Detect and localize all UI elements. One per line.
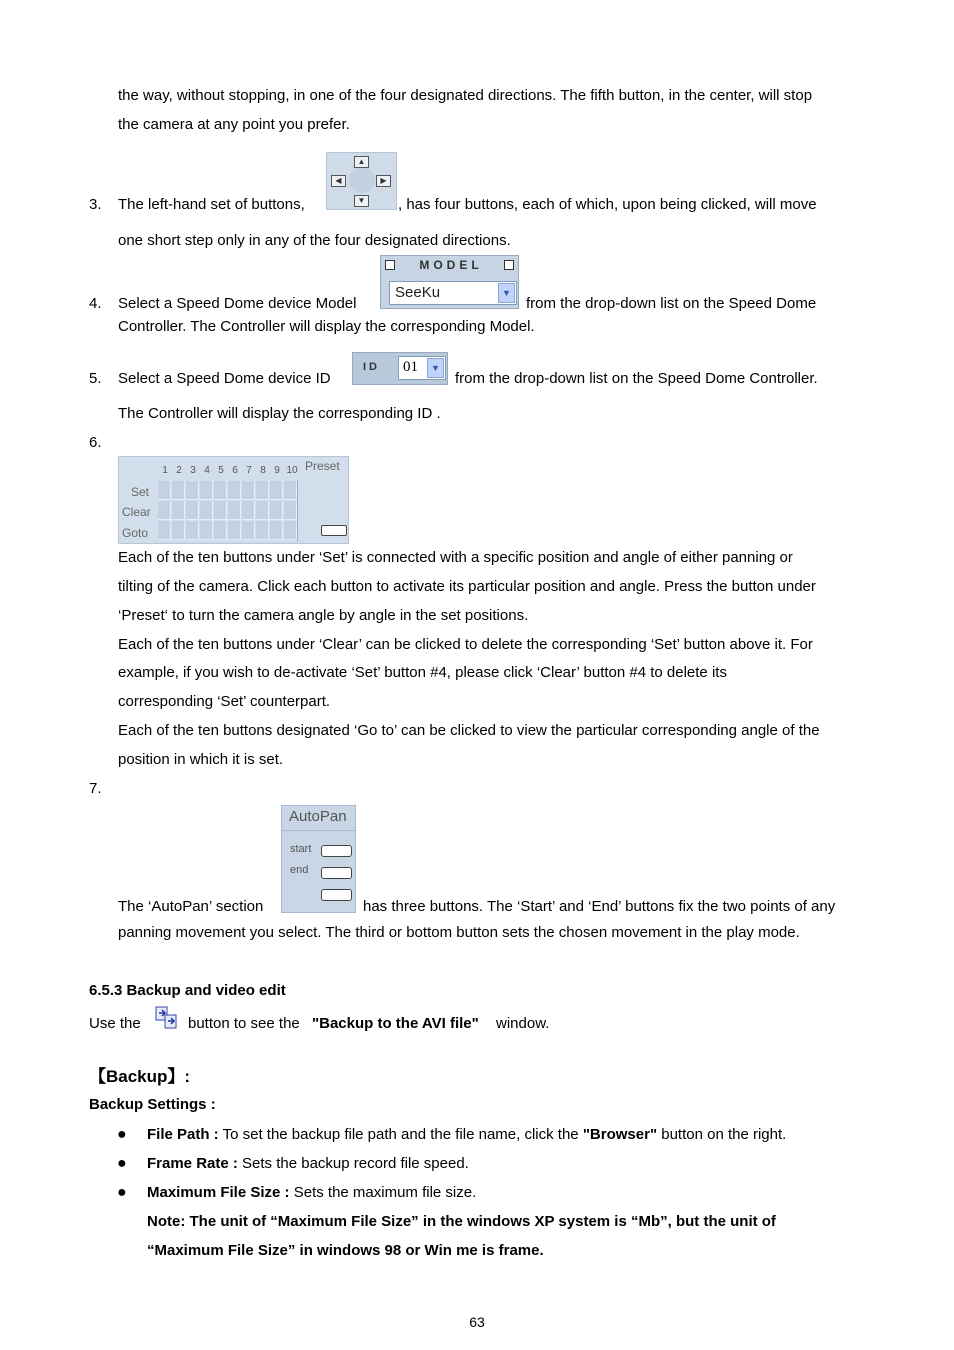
preset-col-number: 2 bbox=[176, 465, 182, 476]
item-6-p5: example, if you wish to de-activate ‘Set’ button #4, please click ‘Clear’ button #4 to delete its bbox=[118, 664, 727, 681]
id-label: ID bbox=[363, 361, 380, 373]
use-text-b: button to see the bbox=[188, 1015, 300, 1032]
file-path-text: To set the backup file path and the file name, click the bbox=[222, 1126, 579, 1143]
model-selector-widget bbox=[380, 255, 519, 309]
preset-set-button-8[interactable] bbox=[256, 481, 269, 500]
preset-set-button-4[interactable] bbox=[200, 481, 213, 500]
item-5-text-b: from the drop-down list on the Speed Dome Controller. bbox=[455, 370, 818, 387]
item-4-text-c: Controller. The Controller will display the corresponding Model. bbox=[118, 318, 535, 335]
preset-goto-button-3[interactable] bbox=[186, 521, 199, 540]
item-4-text-b: from the drop-down list on the Speed Dome bbox=[526, 295, 817, 312]
item-5-text-c: The Controller will display the corresponding ID . bbox=[118, 405, 441, 422]
item-5-text-a: Select a Speed Dome device ID bbox=[118, 370, 331, 387]
autopan-title: AutoPan bbox=[289, 808, 347, 825]
preset-col-number: 9 bbox=[274, 465, 280, 476]
id-select[interactable] bbox=[398, 356, 446, 380]
up-arrow-button[interactable]: ▲ bbox=[354, 156, 369, 168]
autopan-start-label: start bbox=[290, 843, 312, 855]
model-select-value: SeeKu bbox=[395, 284, 441, 301]
max-file-size-label: Maximum File Size : bbox=[147, 1184, 290, 1201]
preset-col-number: 6 bbox=[232, 465, 238, 476]
preset-grid-widget bbox=[118, 456, 349, 544]
bullet-icon: ● bbox=[117, 1184, 127, 1201]
browser-label: "Browser" bbox=[582, 1126, 658, 1143]
page-number: 63 bbox=[469, 1314, 485, 1330]
preset-col-number: 7 bbox=[246, 465, 252, 476]
chevron-down-icon[interactable]: ▼ bbox=[427, 358, 444, 378]
left-arrow-button[interactable]: ◀ bbox=[331, 175, 346, 187]
id-selector-widget bbox=[352, 352, 448, 385]
clear-row-label: Clear bbox=[122, 505, 151, 519]
preset-clear-button-6[interactable] bbox=[228, 501, 241, 520]
preset-col-number: 8 bbox=[260, 465, 266, 476]
item-7-text-c: panning movement you select. The third or bottom button sets the chosen movement in the play mode. bbox=[118, 924, 800, 941]
preset-goto-button-10[interactable] bbox=[284, 521, 297, 540]
chevron-down-icon[interactable]: ▼ bbox=[498, 283, 515, 303]
use-text-c: window. bbox=[496, 1015, 550, 1032]
item-3-text-a: The left-hand set of buttons, bbox=[118, 196, 305, 213]
item-6-p4: Each of the ten buttons under ‘Clear’ can be clicked to delete the corresponding ‘Set’ button above it. For bbox=[118, 636, 813, 653]
item-6-p8: position in which it is set. bbox=[118, 751, 284, 768]
backup-button-icon[interactable] bbox=[154, 1006, 179, 1030]
frame-rate-label: Frame Rate : bbox=[147, 1155, 238, 1172]
item-6-p7: Each of the ten buttons designated ‘Go to’ can be clicked to view the particular corresponding angle of the bbox=[118, 722, 820, 739]
preset-set-button-6[interactable] bbox=[228, 481, 241, 500]
item-7-number: 7. bbox=[89, 780, 102, 797]
preset-goto-button-1[interactable] bbox=[158, 521, 171, 540]
item-4-number: 4. bbox=[89, 295, 102, 312]
autopan-play-button[interactable] bbox=[321, 889, 352, 901]
intro-line-2: the camera at any point you prefer. bbox=[118, 116, 350, 133]
item-7-text-b: has three buttons. The ‘Start’ and ‘End’ buttons fix the two points of any bbox=[363, 898, 836, 915]
preset-label: Preset bbox=[305, 459, 340, 473]
file-path-item bbox=[147, 1126, 786, 1144]
preset-goto-button-4[interactable] bbox=[200, 521, 213, 540]
bullet-icon: ● bbox=[117, 1155, 127, 1172]
autopan-widget bbox=[281, 805, 356, 913]
preset-set-button-3[interactable] bbox=[186, 481, 199, 500]
down-arrow-button[interactable]: ▼ bbox=[354, 195, 369, 207]
bullet-icon: ● bbox=[117, 1126, 127, 1143]
goto-row-label: Goto bbox=[122, 526, 149, 540]
preset-clear-button-9[interactable] bbox=[270, 501, 283, 520]
section-heading: 6.5.3 Backup and video edit bbox=[89, 982, 286, 999]
use-text-bold: "Backup to the AVI file" bbox=[312, 1015, 479, 1032]
model-right-square-icon bbox=[504, 260, 514, 270]
max-file-size-text: Sets the maximum file size. bbox=[293, 1184, 477, 1201]
preset-clear-button-5[interactable] bbox=[214, 501, 227, 520]
preset-set-button-9[interactable] bbox=[270, 481, 283, 500]
item-5-number: 5. bbox=[89, 370, 102, 387]
preset-col-number: 1 bbox=[162, 465, 168, 476]
intro-line-1: the way, without stopping, in one of the four designated directions. The fifth button, in the center, will stop bbox=[118, 87, 813, 104]
preset-col-number: 4 bbox=[204, 465, 210, 476]
autopan-divider bbox=[282, 830, 355, 831]
preset-col-number: 5 bbox=[218, 465, 224, 476]
stop-center-button[interactable] bbox=[349, 167, 375, 193]
preset-set-button-5[interactable] bbox=[214, 481, 227, 500]
item-4-text-a: Select a Speed Dome device Model bbox=[118, 295, 357, 312]
backup-settings-heading: Backup Settings : bbox=[89, 1096, 216, 1113]
frame-rate-text: Sets the backup record file speed. bbox=[242, 1155, 469, 1172]
preset-button[interactable] bbox=[321, 525, 347, 536]
model-select[interactable] bbox=[389, 281, 517, 305]
preset-goto-button-9[interactable] bbox=[270, 521, 283, 540]
item-6-p2: tilting of the camera. Click each button to activate its particular position and angle. Press the button under bbox=[118, 578, 816, 595]
preset-clear-button-3[interactable] bbox=[186, 501, 199, 520]
preset-clear-button-7[interactable] bbox=[242, 501, 255, 520]
item-6-number: 6. bbox=[89, 434, 102, 451]
autopan-start-button[interactable] bbox=[321, 845, 352, 857]
frame-rate-item bbox=[147, 1155, 469, 1173]
preset-goto-button-7[interactable] bbox=[242, 521, 255, 540]
max-file-size-item bbox=[147, 1184, 476, 1202]
preset-set-button-7[interactable] bbox=[242, 481, 255, 500]
item-6-p6: corresponding ‘Set’ counterpart. bbox=[118, 693, 331, 710]
model-left-square-icon bbox=[385, 260, 395, 270]
preset-goto-button-2[interactable] bbox=[172, 521, 185, 540]
preset-clear-button-1[interactable] bbox=[158, 501, 171, 520]
preset-col-number: 3 bbox=[190, 465, 196, 476]
direction-pad bbox=[326, 152, 397, 210]
preset-clear-button-10[interactable] bbox=[284, 501, 297, 520]
id-select-value: 01 bbox=[403, 359, 418, 375]
preset-goto-button-6[interactable] bbox=[228, 521, 241, 540]
file-path-text-2: button on the right. bbox=[661, 1126, 787, 1143]
preset-clear-button-4[interactable] bbox=[200, 501, 213, 520]
autopan-end-label: end bbox=[290, 864, 309, 876]
right-arrow-button[interactable]: ▶ bbox=[376, 175, 391, 187]
preset-set-button-10[interactable] bbox=[284, 481, 297, 500]
item-6-p1: Each of the ten buttons under ‘Set’ is connected with a specific position and angle of either panning or bbox=[118, 549, 793, 566]
note-line-2: “Maximum File Size” in windows 98 or Win me is frame. bbox=[147, 1242, 544, 1259]
item-6-p3: ‘Preset‘ to turn the camera angle by angle in the set positions. bbox=[118, 607, 529, 624]
preset-clear-button-8[interactable] bbox=[256, 501, 269, 520]
use-text-a: Use the bbox=[89, 1015, 141, 1032]
set-row-label: Set bbox=[131, 485, 150, 499]
backup-title: 【Backup】: bbox=[89, 1067, 191, 1086]
file-path-label: File Path : bbox=[147, 1126, 219, 1143]
preset-goto-button-8[interactable] bbox=[256, 521, 269, 540]
item-3-text-c: one short step only in any of the four designated directions. bbox=[118, 232, 511, 249]
item-7-text-a: The ‘AutoPan’ section bbox=[118, 898, 264, 915]
item-3-number: 3. bbox=[89, 196, 102, 213]
preset-clear-button-2[interactable] bbox=[172, 501, 185, 520]
autopan-end-button[interactable] bbox=[321, 867, 352, 879]
preset-col-number: 10 bbox=[286, 465, 298, 476]
preset-goto-button-5[interactable] bbox=[214, 521, 227, 540]
model-label: MODEL bbox=[419, 258, 483, 272]
preset-set-button-1[interactable] bbox=[158, 481, 171, 500]
preset-set-button-2[interactable] bbox=[172, 481, 185, 500]
item-3-text-b: , has four buttons, each of which, upon being clicked, will move bbox=[398, 196, 817, 213]
note-line-1: Note: The unit of “Maximum File Size” in the windows XP system is “Mb”, but the unit of bbox=[147, 1213, 776, 1230]
